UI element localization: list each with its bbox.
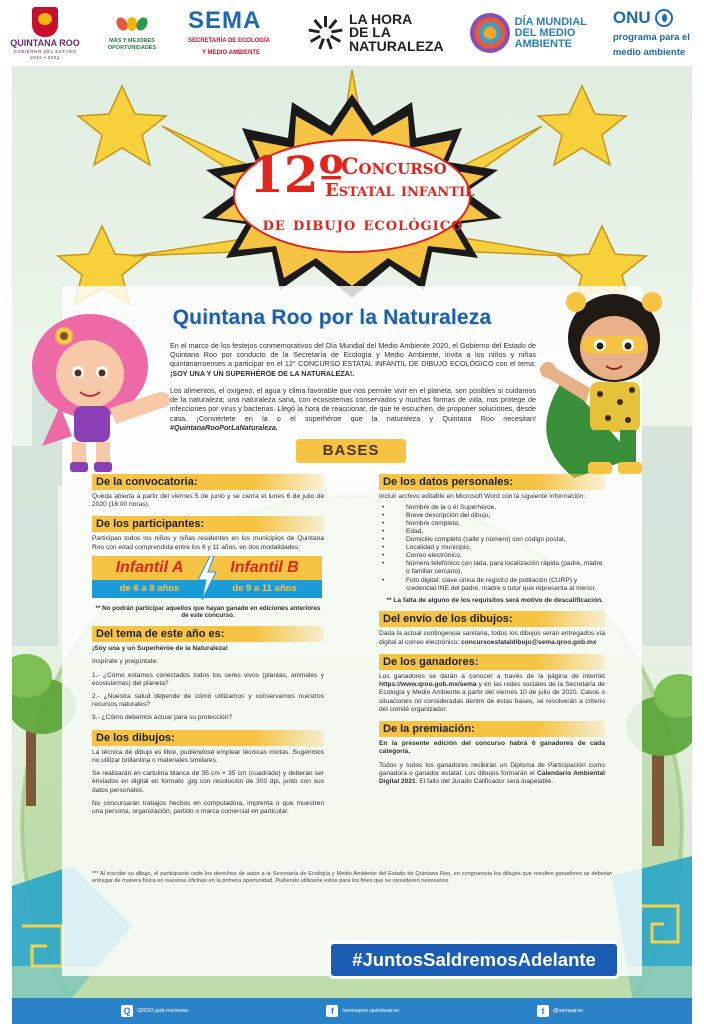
tema-lead: ¡Soy una y un Superhéroe de la Naturaleza! [92, 645, 228, 653]
ganadores-url-link[interactable]: https://www.qroo.gob.mx/sema [379, 681, 477, 689]
title-line1: Concurso [341, 154, 447, 180]
tema-question-2: 2.- ¿Nuestra salud depende de cómo utilizamos y conservamos nuestros recursos naturales? [92, 692, 324, 709]
facebook-icon: f [326, 1005, 338, 1017]
theme-subtitle: Quintana Roo por la Naturaleza [172, 306, 492, 329]
section-dibujos [92, 730, 324, 817]
category-name: Infantil B [207, 556, 322, 580]
quintana-roo-logo [10, 7, 80, 60]
premiacion-calendar: Calendario Ambiental Digital 2021 [379, 769, 605, 786]
intro-paragraph-1 [170, 341, 536, 378]
title-line3: de dibujo ecológico [262, 214, 464, 235]
mas-oportunidades-logo [102, 15, 162, 51]
logo-bar [0, 0, 704, 66]
section-heading: De la premiación: [379, 721, 605, 737]
bases-right-column [379, 474, 605, 793]
footer-website[interactable] [121, 1005, 188, 1017]
section-text [379, 740, 605, 786]
star-top-right [538, 86, 626, 165]
star-top-left [78, 86, 166, 165]
onu-logo [613, 8, 690, 58]
category-ages: de 9 a 11 años [207, 580, 322, 598]
section-text [92, 749, 324, 817]
footer-facebook-text: /semaqroo.quintanaroo [342, 1008, 399, 1014]
qroo-logo-years: 2016 • 2022 [30, 54, 60, 60]
convocatoria-dates: Queda abierta a partir del viernes 5 de junio y se cierra el lunes 6 de julio de 2020 [92, 493, 324, 509]
sema-logo [188, 9, 280, 57]
section-envio [379, 611, 605, 646]
section-heading: De los datos personales: [379, 474, 605, 490]
section-text [92, 645, 324, 723]
twitter-icon: t [537, 1005, 549, 1017]
intro-text [170, 341, 536, 432]
hashtag-banner: #JuntosSaldremosAdelante [328, 941, 620, 979]
lightning-bolt-icon [196, 556, 218, 600]
hora-logo-text [349, 13, 444, 53]
social-footer [12, 998, 692, 1024]
sema-logo-line1: SECRETARÍA DE ECOLOGÍA [187, 38, 270, 45]
tema-question-3: 3.- ¿Cómo debemos actuar para su protección? [92, 714, 233, 722]
section-datos-personales [379, 474, 605, 604]
section-text: Participan todos los niños y niñas residentes en los municipios de Quintana Roo con edad comprendida entre los 6 y 11 años, en dos modalidades: [92, 535, 324, 551]
list-item: • Localidad y municipio, [379, 544, 605, 552]
title-edition-number: 12º [249, 145, 344, 204]
section-text [92, 493, 324, 509]
premiacion-p2-text: Todos y todos los ganadores recibirán un Diploma de Participación como ganadora o ganador estatal. Los dibujos formarán el [379, 761, 605, 777]
dibujos-paragraph-3: No concursarán trabajos hechos en computadora, imprenta o que muestren una persona, organización, partido o marca comercial en particular. [92, 799, 324, 816]
footer-twitter-text: @semaqroo [552, 1008, 583, 1014]
section-convocatoria [92, 474, 324, 509]
flower-icon [117, 15, 147, 37]
list-item: • Domicilio completo (calle y número) con código postal, [379, 536, 605, 544]
sunburst-icon [306, 14, 344, 52]
section-text [379, 630, 605, 646]
section-heading: De los ganadores: [379, 654, 605, 670]
bases-left-column [92, 474, 324, 823]
dibujos-paragraph-2: Se realizarán en cartulina blanca de 35 cm × 35 cm (cuadrado) y deberán ser enviados en digital en formato .jpg con resolución de 300 dpi, junto con sus datos personales. [92, 770, 324, 794]
sema-logo-title: SEMA [187, 7, 262, 35]
list-item: • Foto digital: clave única de registro de población (CURP) y credencial INE del padre, madre o tutor que representa al menor. [379, 577, 605, 593]
convocatoria-time: (16:00 horas). [108, 501, 150, 509]
hora-logo-line2: DE LA [348, 24, 391, 41]
ganadores-text-a: Los ganadores se darán a conocer a través de la página de internet [379, 672, 605, 680]
dia-logo-line3: AMBIENTE [514, 37, 573, 50]
section-heading: De la convocatoria: [92, 474, 324, 490]
tema-prompt: Inspírate y pregúntate: [92, 658, 158, 666]
section-tema [92, 626, 324, 723]
list-item: • Breve descripción del dibujo, [379, 512, 605, 520]
section-heading: De los dibujos: [92, 730, 324, 746]
title-line2: Estatal infantil [325, 180, 475, 201]
category-ages: de 6 a 8 años [92, 580, 207, 598]
onu-logo-line1: programa para el [612, 32, 690, 44]
categories-box [92, 556, 322, 600]
intro-p1-text: En el marco de los festejos conmemorativos del Día Mundial del Medio Ambiente 2020, el Gobierno del Estado de Quintana Roo por conducto de la Secretaría de Ecología y Medio Ambiente, invita a los niños y niñas quintanarroenses a participar en el 12° CONCURSO ESTATAL INFANTIL DE DIBUJO ECOLÓGICO con el tema: [170, 341, 536, 369]
category-b [207, 556, 322, 600]
list-item: • Nombre completo, [379, 520, 605, 528]
dibujos-paragraph-1: La técnica de dibujo es libre, pudiéndose emplear técnicas mixtas. Sugerimos no utilizar brillantina o materiales similares. [92, 748, 324, 764]
onu-logo-title: ONU [612, 8, 651, 28]
section-heading: Del envío de los dibujos: [379, 611, 605, 627]
qroo-logo-tagline: GOBIERNO DEL ESTADO [13, 48, 77, 54]
list-item: • Correo electrónico, [379, 552, 605, 560]
hora-naturaleza-logo [306, 13, 444, 53]
globe-icon [655, 9, 673, 27]
hora-logo-line3: NATURALEZA [348, 37, 444, 54]
intro-p2-text: Los alimentos, el oxígeno, el agua y clima favorable que nos permite vivir en el planeta, son posibles si cuidamos de la naturaleza; una naturaleza sana, con ecosistemas conservados y muchas formas de vida, nos protege de infecciones por virus y bacterias. Llegó la hora de reaccionar, de que te escuchen, de proponer soluciones, desde casa. ¡Conviértete en la o el superhéroe que la naturaleza y Quintana Roo necesitan! [170, 385, 536, 423]
contest-title [235, 144, 485, 244]
premiacion-p2-end: . El fallo del Jurado Calificador será inapelable. [415, 778, 554, 786]
sema-logo-line2: Y MEDIO AMBIENTE [201, 50, 260, 56]
envio-text: Dada la actual contingencia sanitaria, todos los dibujos serán entregados vía digital al correo electrónico: [379, 630, 605, 646]
list-item: • Número telefónico con lada, para localización rápida (padre, madre o familiar cercano). [379, 560, 605, 576]
category-name: Infantil A [92, 556, 207, 580]
dia-logo-line2: DEL MEDIO [514, 26, 576, 39]
footer-twitter[interactable] [537, 1005, 583, 1017]
section-heading: De los participantes: [92, 516, 324, 532]
dia-logo-text [515, 17, 587, 50]
datos-note: ** La falta de alguno de los requisitos será motivo de descalificación. [386, 596, 603, 604]
section-participantes [92, 516, 324, 551]
bases-label: BASES [296, 439, 406, 463]
datos-list [379, 504, 605, 592]
premiacion-paragraph-1: En la presente edición del concurso habrá 6 ganadores de cada categoría. [379, 740, 605, 756]
categories-note: ** No podrán participar aquellos que hayan ganado en ediciones anteriores de este concurso. [95, 604, 321, 620]
dia-mundial-logo [470, 13, 587, 53]
section-premiacion [379, 721, 605, 786]
mas-logo-line1: MÁS Y MEJORES [109, 37, 155, 44]
website-icon: Q [121, 1005, 133, 1017]
intro-hashtag: #QuintanaRooPorLaNaturaleza. [170, 422, 278, 432]
intro-paragraph-2 [170, 386, 536, 432]
onu-logo-line2: medio ambiente [612, 47, 686, 58]
footer-facebook[interactable] [326, 1005, 399, 1017]
section-heading: Del tema de este año es: [92, 626, 324, 642]
colorful-circle-icon [470, 13, 510, 53]
poster [12, 66, 692, 998]
section-text: Incluir archivo editable en Microsoft Word con la siguiente información: [379, 493, 586, 500]
list-item: • Edad, [379, 528, 605, 536]
list-item: • Nombre de la o él Superhéroe, [379, 504, 605, 512]
copyright-footnote: *** Al inscribir su dibujo, el participante cede los derechos de autor a la Secretaría de Ecología y Medio Ambiente del Estado de Quintana Roo, en congruencia los dibujos que resulten ganadores se deberán entregar de manera física en nuestras oficinas en la primera oportunidad. Pudiendo utilizarse estos para los fines que se consideren necesarios. [92, 871, 612, 884]
section-text [379, 673, 605, 714]
tema-question-1: 1.- ¿Cómo estamos conectados todos los seres vivos (plantas, animales y ecosistemas) del planeta? [92, 671, 324, 687]
section-ganadores [379, 654, 605, 714]
dia-logo-line1: DÍA MUNDIAL [514, 15, 587, 28]
state-crest-icon [32, 7, 58, 37]
ganadores-text-b: y en las redes sociales de la Secretaría de Ecología y Medio Ambiente a partir del viernes 10 de julio de 2020. Casos o situaciones no consideradas dentro de estas bases, se resolverán a criterio del comité organizador. [379, 681, 605, 713]
envio-email-link[interactable]: concursoestataldibujo@sema.qroo.gob.mx [461, 638, 597, 646]
intro-p1-theme: ¡SOY UNA Y UN SUPERHÉROE DE LA NATURALEZA!. [170, 368, 355, 378]
mas-logo-line2: OPORTUNIDADES [107, 45, 157, 51]
hora-logo-line1: LA HORA [348, 11, 413, 28]
category-a [92, 556, 207, 600]
superhero-boy-illustration [524, 278, 692, 488]
footer-website-text: QROO.gob.mx/sema [137, 1008, 189, 1014]
qroo-logo-name: QUINTANA ROO [10, 37, 80, 48]
